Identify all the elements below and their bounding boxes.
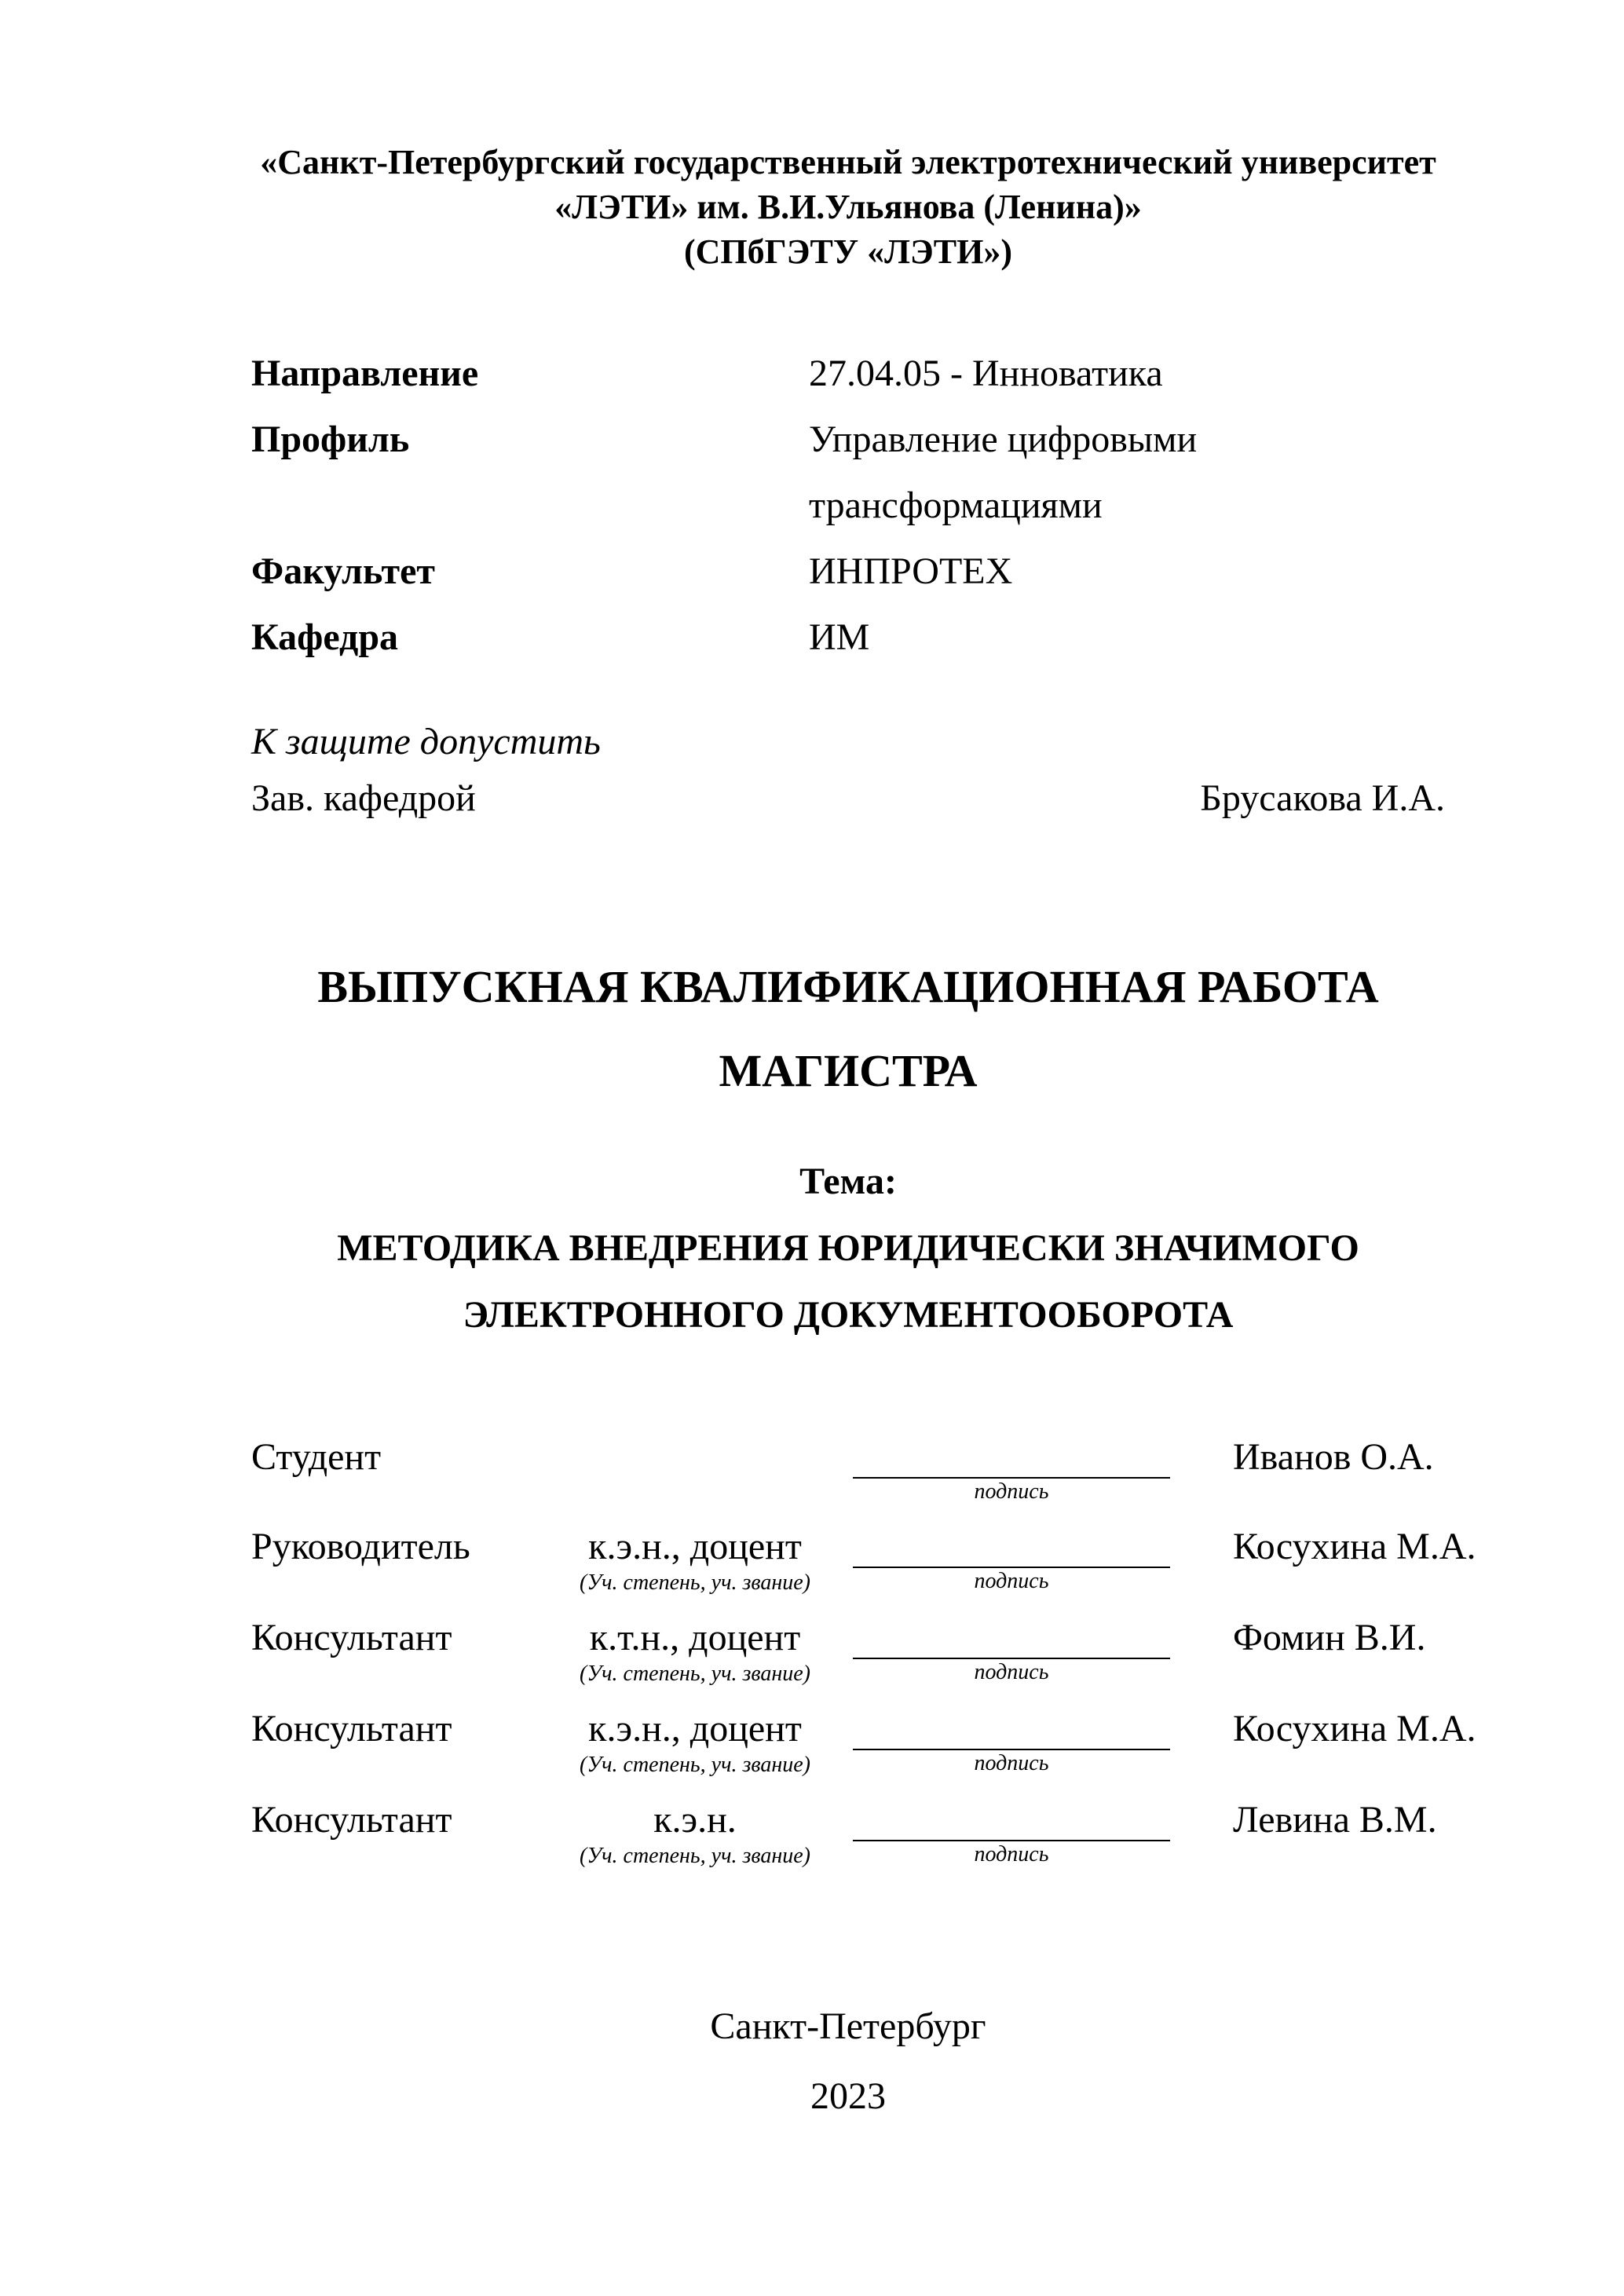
signature-name: Фомин В.И. [1233, 1617, 1426, 1658]
signature-line [853, 1524, 1170, 1568]
signature-name: Косухина М.А. [1233, 1708, 1476, 1749]
signatures-block [251, 1435, 1476, 1870]
department-value: ИМ [809, 616, 870, 658]
signature-degree-cell [558, 1706, 832, 1779]
signature-caption: подпись [974, 1842, 1049, 1866]
signature-row-consultant-3 [251, 1797, 1445, 1870]
signature-line [853, 1797, 1170, 1841]
signature-caption: подпись [974, 1479, 1049, 1504]
university-name-line2: «ЛЭТИ» им. В.И.Ульянова (Ленина)» [554, 188, 1142, 226]
topic-line1: МЕТОДИКА ВНЕДРЕНИЯ ЮРИДИЧЕСКИ ЗНАЧИМОГО [337, 1227, 1359, 1269]
signature-line-cell [832, 1797, 1233, 1868]
signature-name: Иванов О.А. [1233, 1436, 1434, 1478]
signature-degree-note: (Уч. степень, уч. звание) [580, 1844, 810, 1868]
approval-head-row [251, 770, 1445, 827]
faculty-label: Факультет [251, 550, 435, 592]
signature-name: Левина В.М. [1233, 1799, 1437, 1841]
signature-degree-cell [558, 1797, 832, 1870]
signature-degree-cell [558, 1524, 832, 1596]
signature-degree-note: (Уч. степень, уч. звание) [580, 1662, 810, 1686]
signature-degree-cell [558, 1615, 832, 1687]
head-of-department-label: Зав. кафедрой [251, 777, 476, 819]
signature-role: Консультант [251, 1799, 452, 1841]
signature-row-consultant-2 [251, 1706, 1476, 1779]
signature-line-cell [832, 1615, 1233, 1686]
signature-caption: подпись [974, 1569, 1049, 1593]
university-header [251, 140, 1445, 274]
signature-line [853, 1706, 1170, 1750]
signature-line [853, 1435, 1170, 1479]
footer-year: 2023 [810, 2075, 886, 2117]
work-title-line2: МАГИСТРА [719, 1045, 978, 1096]
faculty-value: ИНПРОТЕХ [809, 550, 1013, 592]
university-name-line1: «Санкт-Петербургский государственный электротехнический университет [260, 143, 1436, 181]
signature-line-cell [832, 1524, 1233, 1595]
signature-degree-note: (Уч. степень, уч. звание) [580, 1753, 810, 1777]
signature-role: Студент [251, 1436, 382, 1478]
head-of-department-name: Брусакова И.А. [1200, 777, 1445, 819]
direction-label: Направление [251, 353, 479, 394]
university-abbreviation: (СПбГЭТУ «ЛЭТИ») [684, 232, 1012, 271]
approval-block [251, 714, 1445, 827]
topic-block [251, 1148, 1445, 1348]
signature-name: Косухина М.А. [1233, 1526, 1476, 1567]
footer-city: Санкт-Петербург [710, 2005, 986, 2047]
approval-permit-line: К защите допустить [251, 721, 601, 762]
program-fields [251, 341, 1445, 671]
signature-role: Консультант [251, 1617, 452, 1658]
signature-line-cell [832, 1706, 1233, 1777]
field-row-faculty [251, 539, 1445, 605]
work-title [251, 945, 1445, 1113]
field-row-profile [251, 407, 1445, 539]
field-row-department [251, 605, 1445, 671]
topic-label: Тема: [799, 1161, 897, 1202]
signature-caption: подпись [974, 1660, 1049, 1684]
signature-row-supervisor [251, 1524, 1476, 1596]
department-label: Кафедра [251, 616, 399, 658]
signature-caption: подпись [974, 1751, 1049, 1775]
field-row-direction [251, 341, 1445, 407]
signature-line [853, 1615, 1170, 1659]
signature-degree: к.э.н., доцент [588, 1526, 802, 1567]
signature-degree: к.э.н., доцент [588, 1708, 802, 1749]
signature-role: Руководитель [251, 1526, 470, 1567]
direction-value: 27.04.05 - Инноватика [809, 353, 1163, 394]
page-footer [251, 1991, 1445, 2131]
signature-degree-note: (Уч. степень, уч. звание) [580, 1570, 810, 1595]
topic-line2: ЭЛЕКТРОННОГО ДОКУМЕНТООБОРОТА [463, 1294, 1234, 1336]
profile-value: Управление цифровыми трансформациями [809, 419, 1198, 526]
signature-line-cell [832, 1435, 1233, 1505]
signature-row-student [251, 1435, 1445, 1505]
signature-degree: к.т.н., доцент [589, 1617, 801, 1658]
signature-role: Консультант [251, 1708, 452, 1749]
signature-row-consultant-1 [251, 1615, 1445, 1687]
signature-degree: к.э.н. [653, 1799, 737, 1841]
profile-label: Профиль [251, 419, 410, 460]
work-title-line1: ВЫПУСКНАЯ КВАЛИФИКАЦИОННАЯ РАБОТА [317, 961, 1379, 1012]
